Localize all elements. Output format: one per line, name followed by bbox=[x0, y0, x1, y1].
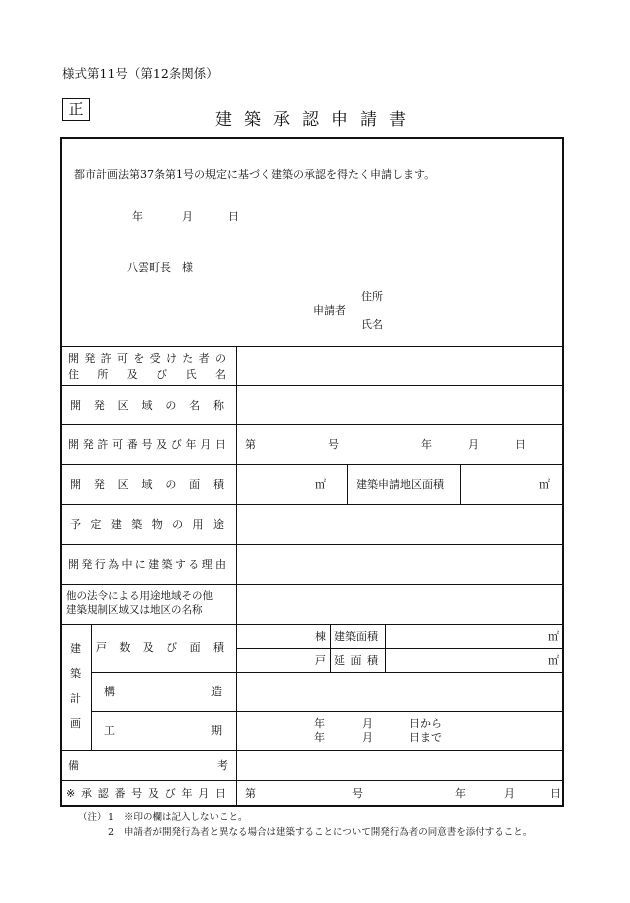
approval-no-suffix: 号 bbox=[352, 787, 363, 800]
address-label: 住所 bbox=[361, 290, 383, 303]
form-title: 建築承認申請書 bbox=[215, 110, 418, 130]
row-divider bbox=[60, 624, 564, 625]
column-divider bbox=[91, 624, 92, 750]
row-divider bbox=[60, 780, 564, 781]
period-label: 工 期 bbox=[104, 724, 222, 737]
name-label: 氏名 bbox=[361, 318, 383, 331]
planned-use-label: 予 定 建 築 物 の 用 途 bbox=[70, 518, 224, 531]
structure-label: 構 造 bbox=[104, 685, 222, 698]
permit-no-prefix: 第 bbox=[245, 438, 256, 451]
area-size-unit: ㎡ bbox=[315, 478, 326, 491]
form-code: 様式第11号（第12条関係） bbox=[62, 66, 219, 81]
units-and-area-label: 戸 数 及 び 面 積 bbox=[96, 641, 224, 654]
period-from-day-label: 日から bbox=[409, 717, 442, 730]
permit-no-suffix: 号 bbox=[328, 438, 339, 451]
row-divider bbox=[60, 750, 564, 751]
building-plan-char: 画 bbox=[70, 717, 81, 730]
building-count-unit: 棟 bbox=[315, 630, 326, 643]
building-plan-char: 計 bbox=[70, 692, 81, 705]
application-area-size-unit: ㎡ bbox=[539, 478, 550, 491]
row-divider bbox=[91, 711, 564, 712]
permit-day-label: 日 bbox=[515, 438, 526, 451]
floor-area-unit: ㎡ bbox=[548, 654, 559, 667]
row-divider bbox=[60, 346, 564, 347]
row-divider bbox=[60, 544, 564, 545]
row-divider bbox=[60, 464, 564, 465]
column-divider bbox=[347, 464, 348, 504]
note-1-number: 1 bbox=[108, 812, 115, 823]
permit-number-label: 開 発 許 可 番 号 及 び 年 月 日 bbox=[68, 438, 226, 451]
date-month-label: 月 bbox=[182, 210, 193, 223]
column-divider bbox=[460, 464, 461, 504]
date-year-label: 年 bbox=[132, 210, 143, 223]
period-to-year-label: 年 bbox=[314, 731, 325, 744]
remarks-label: 備 考 bbox=[68, 759, 228, 772]
approval-number-label: ※ 承 認 番 号 及 び 年 月 日 bbox=[66, 787, 226, 800]
floor-area-label: 延 面 積 bbox=[334, 654, 378, 667]
period-from-year-label: 年 bbox=[314, 717, 325, 730]
row-divider bbox=[60, 504, 564, 505]
approval-day-label: 日 bbox=[550, 787, 561, 800]
building-area-label: 建築面積 bbox=[334, 630, 378, 643]
permit-month-label: 月 bbox=[468, 438, 479, 451]
note-1-text: ※印の欄は記入しないこと。 bbox=[124, 812, 248, 823]
area-size-label: 開 発 区 域 の 面 積 bbox=[70, 478, 224, 491]
building-plan-char: 築 bbox=[70, 667, 81, 680]
application-form-table bbox=[60, 137, 564, 807]
notes-label: （注） bbox=[78, 812, 107, 823]
permit-holder-label-line2: 住 所 及 び 氏 名 bbox=[68, 368, 226, 381]
column-divider bbox=[236, 346, 237, 807]
addressee: 八雲町長 様 bbox=[127, 261, 193, 274]
row-divider bbox=[236, 648, 564, 649]
row-divider bbox=[60, 584, 564, 585]
reason-label: 開 発 行 為 中 に 建 築 す る 理 由 bbox=[68, 558, 226, 571]
original-stamp: 正 bbox=[62, 98, 90, 121]
period-to-month-label: 月 bbox=[362, 731, 373, 744]
building-area-unit: ㎡ bbox=[548, 630, 559, 643]
approval-year-label: 年 bbox=[455, 787, 466, 800]
zoning-label-line1: 他の法令による用途地域その他 bbox=[66, 590, 213, 602]
application-statement: 都市計画法第37条第1号の規定に基づく建築の承認を得たく申請します。 bbox=[74, 168, 436, 181]
date-day-label: 日 bbox=[228, 210, 239, 223]
approval-month-label: 月 bbox=[504, 787, 515, 800]
row-divider bbox=[60, 385, 564, 386]
period-from-month-label: 月 bbox=[362, 717, 373, 730]
permit-year-label: 年 bbox=[421, 438, 432, 451]
row-divider bbox=[91, 672, 564, 673]
zoning-label-line2: 建築規制区域又は地区の名称 bbox=[66, 604, 203, 616]
area-name-label: 開 発 区 域 の 名 称 bbox=[70, 399, 224, 412]
row-divider bbox=[60, 424, 564, 425]
column-divider bbox=[330, 624, 331, 672]
building-plan-char: 建 bbox=[70, 642, 81, 655]
house-count-unit: 戸 bbox=[315, 654, 326, 667]
application-area-size-label: 建築申請地区面積 bbox=[356, 478, 444, 491]
note-2-number: 2 bbox=[108, 827, 115, 838]
applicant-label: 申請者 bbox=[313, 304, 346, 317]
permit-holder-label-line1: 開 発 許 可 を 受 け た 者 の bbox=[68, 352, 226, 365]
column-divider bbox=[385, 624, 386, 672]
period-to-day-label: 日まで bbox=[409, 731, 442, 744]
approval-no-prefix: 第 bbox=[245, 787, 256, 800]
note-2-text: 申請者が開発行為者と異なる場合は建築することについて開発行為者の同意書を添付すること。 bbox=[124, 827, 533, 838]
